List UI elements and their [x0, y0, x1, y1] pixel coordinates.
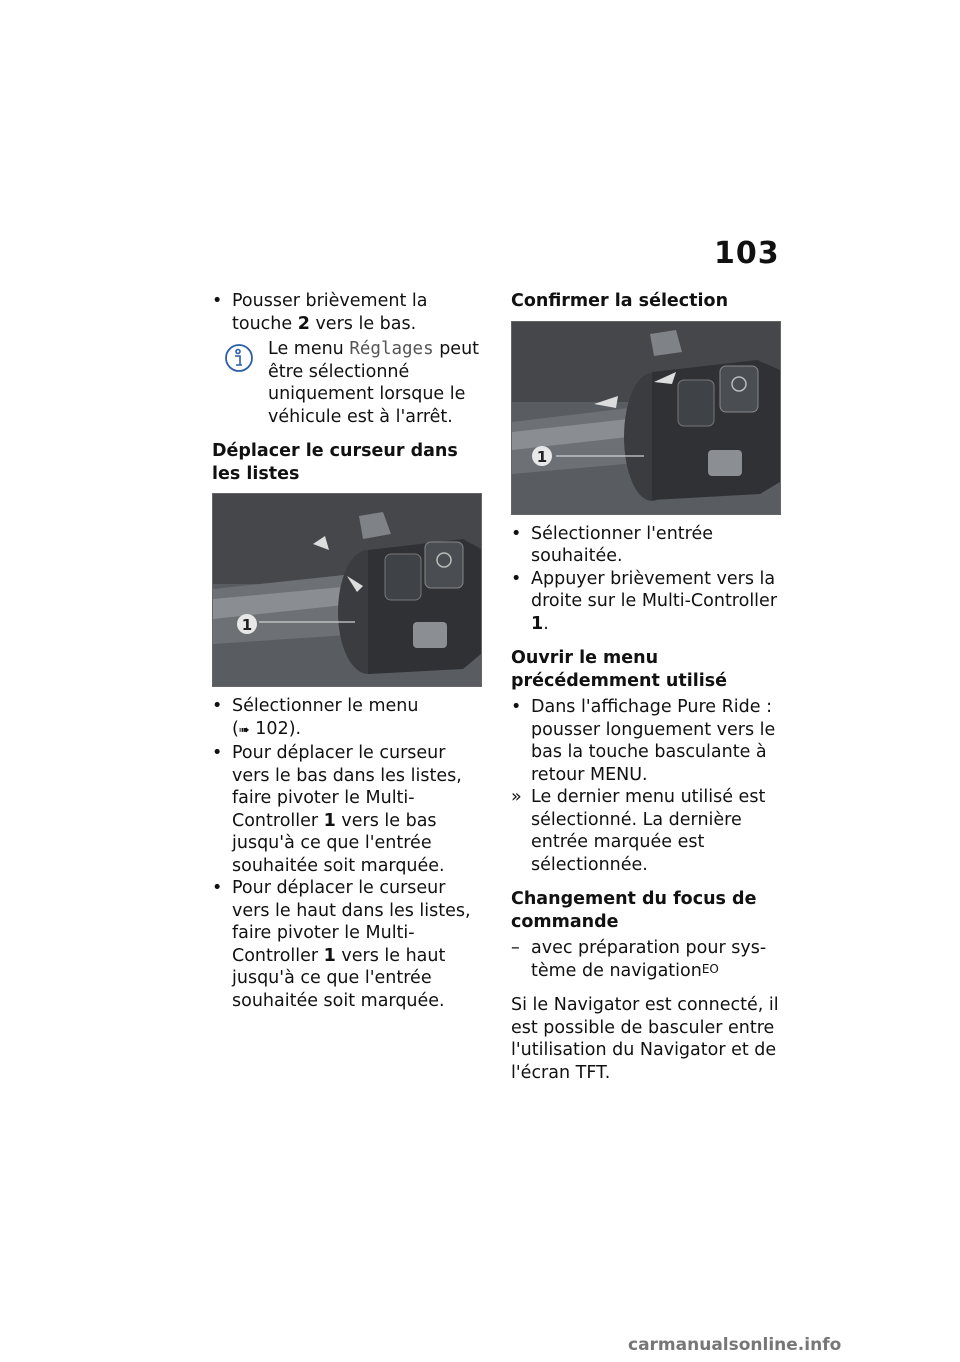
- menu-name: Réglages: [349, 339, 434, 359]
- page-ref: 102).: [249, 718, 302, 739]
- info-icon: [224, 343, 254, 373]
- page-number: 103: [714, 236, 780, 271]
- right-column: [511, 290, 779, 1084]
- handlebar-controller-photo: [511, 321, 781, 515]
- page-ref-arrow-icon: ➠: [238, 722, 250, 738]
- condition-text: – avec préparation pour système de navigation$^{EO}$: [511, 938, 767, 981]
- paragraph: Si le Navigator est connecté, il est possible de basculer entre l'utilisation du Navigator et de l'écran TFT.: [511, 995, 779, 1083]
- callout-label: 1: [536, 447, 548, 466]
- watermark: carmanualsonline.info: [628, 1335, 842, 1355]
- bullet: •: [212, 291, 223, 311]
- key-ref: 2: [297, 313, 310, 334]
- left-column: [212, 290, 480, 1012]
- step-pure-ride: • Dans l'affichage Pure Ride : pousser longuement vers le bas la touche basculante à retour MENU.: [511, 697, 776, 785]
- handlebar-controller-photo: [212, 493, 482, 687]
- step-select-entry: • Sélectionner l'entrée souhaitée.: [511, 523, 713, 566]
- step-push-key-2: • Pousser brièvement la touche 2 vers le bas.: [212, 291, 428, 334]
- info-note: Le menu Réglages peut être sélectionné uniquement lorsque le véhicule est à l'arrêt.: [212, 338, 480, 428]
- section-heading: Déplacer le curseur dans les listes: [212, 441, 458, 484]
- option-badge: EO: [701, 961, 719, 976]
- result-text: » Le dernier menu utilisé est sélectionné. La dernière entrée marquée est sélectionnée.: [511, 787, 766, 875]
- step-press-right: • Appuyer brièvement vers la droite sur le Multi-Controller 1.: [511, 568, 778, 634]
- step-cursor-up: • Pour déplacer le curseur vers le haut dans les listes, faire pivoter le Multi-Controller 1 vers le haut jusqu'à ce que l'entrée souhaitée soit marquée.: [212, 878, 471, 1011]
- step-select-menu: • Sélectionner le menu (➠ 102).: [212, 696, 419, 739]
- section-heading: Changement du focus de commande: [511, 889, 757, 932]
- step-cursor-down: • Pour déplacer le curseur vers le bas dans les listes, faire pivoter le Multi-Controller 1 vers le bas jusqu'à ce que l'entrée souhaitée soit marquée.: [212, 743, 462, 876]
- section-heading: Ouvrir le menu précédemment utilisé: [511, 648, 728, 691]
- section-heading: Confirmer la sélection: [511, 291, 729, 311]
- callout-label: 1: [241, 616, 253, 634]
